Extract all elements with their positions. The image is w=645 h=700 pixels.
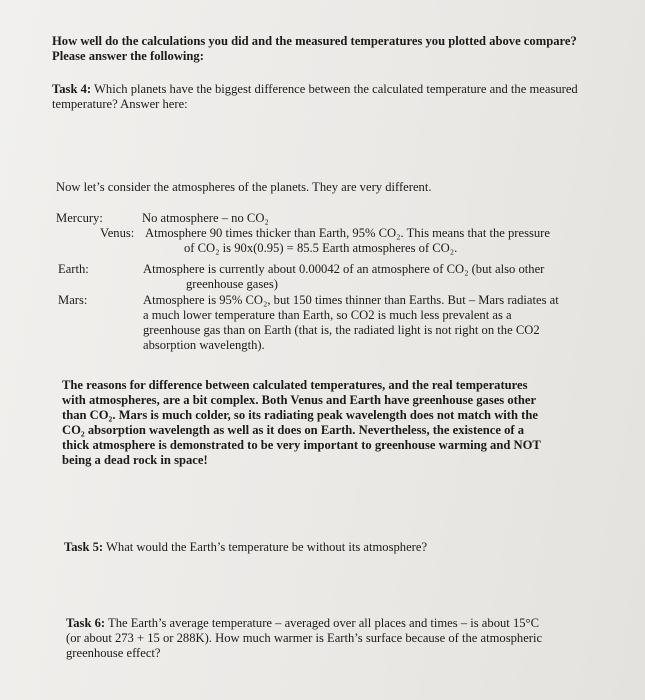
reasons-line3: than CO₂. Mars is much colder, so its radiating peak wavelength does not match with the — [62, 408, 538, 422]
mercury-description: No atmosphere – no CO₂ — [142, 211, 269, 225]
task4-label: Task 4: — [52, 82, 92, 96]
reasons-line5: thick atmosphere is demonstrated to be very important to greenhouse warming and NOT — [62, 438, 541, 452]
earth-description-line1: Atmosphere is currently about 0.00042 of an atmosphere of CO₂ (but also other — [143, 262, 545, 276]
mercury-label: Mercury: — [56, 211, 103, 225]
intro-question: How well do the calculations you did and the measured temperatures you plotted above compare? Please answer the following: — [52, 34, 577, 63]
reasons-line6: being a dead rock in space! — [62, 453, 208, 467]
task5-question — [64, 540, 604, 555]
mars-description-line2: a much lower temperature than Earth, so CO2 is much less prevalent as a — [143, 308, 512, 322]
atmospheres-intro: Now let’s consider the atmospheres of the planets. They are very different. — [56, 180, 432, 194]
reasons-paragraph — [62, 378, 622, 468]
reasons-line4: CO₂ absorption wavelength as well as it does on Earth. Nevertheless, the existence of a — [62, 423, 525, 437]
task6-label: Task 6: — [66, 616, 106, 630]
mars-label: Mars: — [58, 293, 88, 307]
reasons-line2: with atmospheres, are a bit complex. Both Venus and Earth have greenhouse gases other — [62, 393, 537, 407]
task5-label: Task 5: — [64, 540, 104, 554]
earth-label: Earth: — [58, 262, 89, 276]
earth-description-line2: greenhouse gases) — [186, 277, 278, 291]
venus-label: Venus: — [100, 226, 135, 240]
reasons-line1: The reasons for difference between calculated temperatures, and the real temperatures — [62, 378, 528, 392]
task4-question — [52, 82, 592, 112]
mars-description-line1: Atmosphere is 95% CO₂, but 150 times thinner than Earths. But – Mars radiates at — [143, 293, 559, 307]
task6-line3: greenhouse effect? — [66, 646, 161, 660]
venus-description-line2: of CO₂ is 90x(0.95) = 85.5 Earth atmospheres of CO₂. — [184, 241, 458, 255]
task6-line1: The Earth’s average temperature – averaged over all places and times – is about 15°C — [105, 616, 539, 630]
venus-description-line1: Atmosphere 90 times thicker than Earth, 95% CO₂. This means that the pressure — [145, 226, 550, 240]
mars-description-line4: absorption wavelength). — [143, 338, 265, 352]
task4-text: Which planets have the biggest difference between the calculated temperature and the measured temperature? Answer here: — [52, 82, 578, 111]
task6-question — [66, 616, 626, 661]
task5-text: What would the Earth’s temperature be without its atmosphere? — [103, 540, 428, 554]
mars-description-line3: greenhouse gas than on Earth (that is, the radiated light is not right on the CO2 — [143, 323, 540, 337]
task6-line2: (or about 273 + 15 or 288K). How much warmer is Earth’s surface because of the atmospheric — [66, 631, 543, 645]
